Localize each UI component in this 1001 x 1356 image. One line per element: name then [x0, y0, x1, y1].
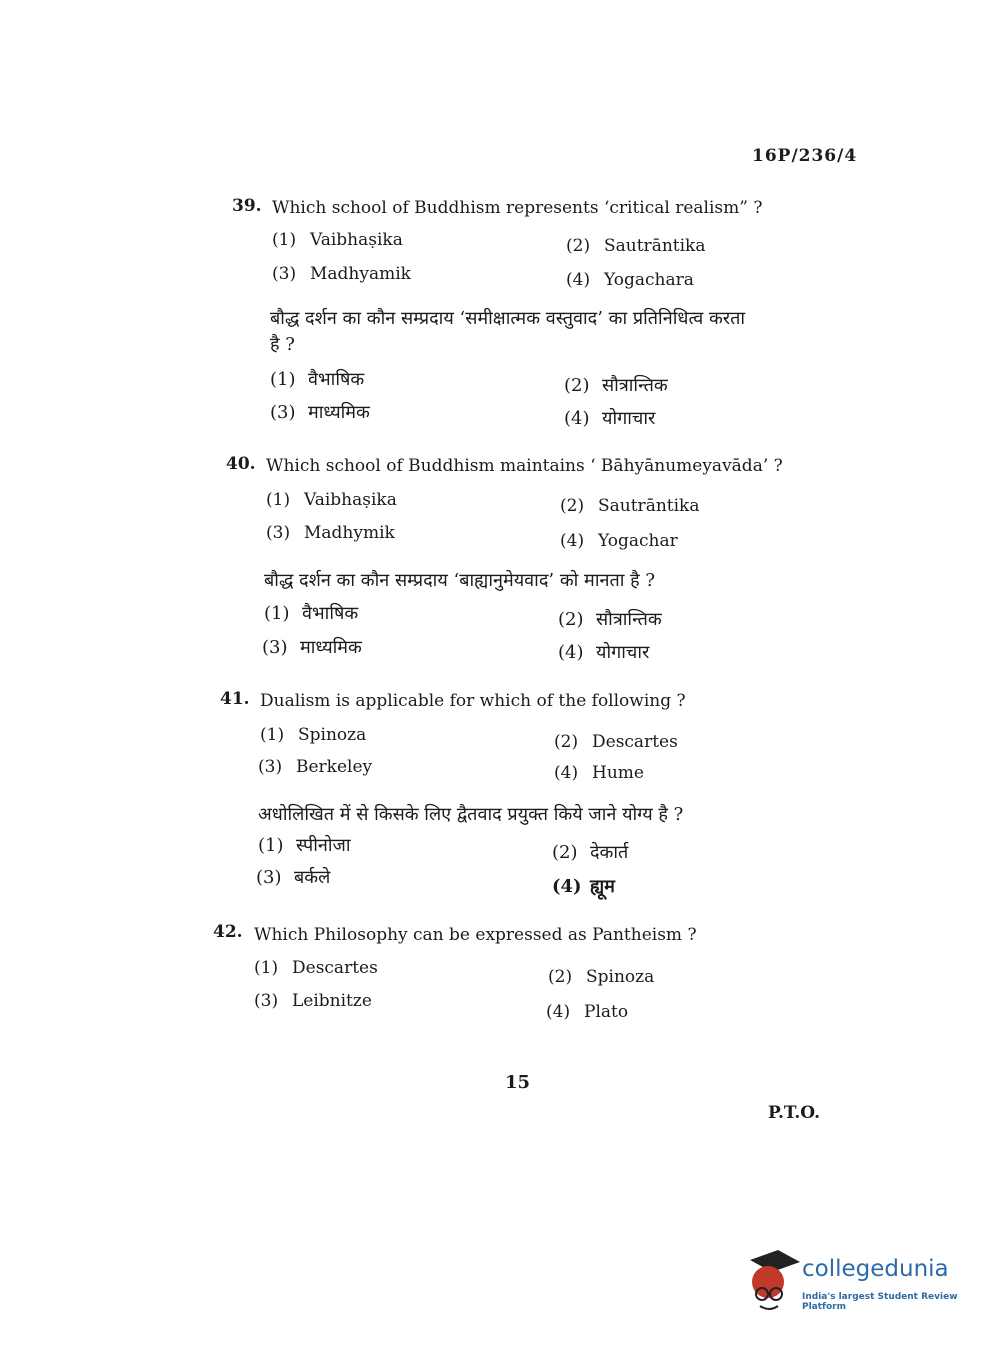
logo-brand: collegedunia [802, 1256, 949, 1282]
option-hi: (2) देकार्त [552, 842, 629, 863]
question-text-hi: अधोलिखित में से किसके लिए द्वैतवाद प्रयुक्त किये जाने योग्य है ? [258, 804, 684, 825]
option-en: (4) Yogachara [566, 270, 694, 290]
question-number: 42. [213, 922, 243, 942]
option-hi: (3) माध्यमिक [262, 637, 362, 658]
question-text-en: Which school of Buddhism maintains ‘ Bāhyānumeyavāda’ ? [266, 456, 783, 476]
option-en: (3) Berkeley [258, 757, 373, 777]
mascot-icon [742, 1250, 800, 1314]
question-text-en: Which school of Buddhism represents ‘critical realism” ? [272, 198, 763, 218]
option-en: (2) Spinoza [548, 967, 655, 987]
option-hi: (3) माध्यमिक [270, 402, 370, 423]
option-hi: (1) वैभाषिक [264, 603, 359, 624]
pto-note: P.T.O. [768, 1103, 820, 1123]
collegedunia-logo [742, 1250, 972, 1314]
option-hi: (1) स्पीनोजा [258, 835, 351, 856]
question-text-hi-continued: है ? [270, 334, 295, 355]
option-en: (3) Madhyamik [272, 264, 411, 284]
option-hi: (4) योगाचार [558, 642, 650, 663]
option-hi: (4) योगाचार [564, 408, 656, 429]
option-hi: (4) ह्यूम [552, 876, 615, 897]
question-text-hi: बौद्ध दर्शन का कौन सम्प्रदाय ‘बाह्यानुमेयवाद’ को मानता है ? [264, 570, 656, 591]
logo-tagline: India's largest Student Review Platform [802, 1292, 958, 1312]
question-number: 39. [232, 196, 262, 216]
question-number: 41. [220, 689, 250, 709]
option-hi: (2) सौत्रान्तिक [558, 609, 662, 630]
option-en: (2) Sautrāntika [560, 496, 700, 516]
option-en: (4) Plato [546, 1002, 629, 1022]
page-number: 15 [505, 1072, 531, 1093]
question-text-en: Dualism is applicable for which of the following ? [260, 691, 686, 711]
option-en: (1) Vaibhaṣika [272, 230, 403, 250]
option-hi: (1) वैभाषिक [270, 369, 365, 390]
question-text-hi: बौद्ध दर्शन का कौन सम्प्रदाय ‘समीक्षात्मक वस्तुवाद’ का प्रतिनिधित्व करता [270, 308, 746, 329]
paper-code: 16P/236/4 [752, 146, 858, 166]
option-en: (3) Leibnitze [254, 991, 372, 1011]
option-en: (4) Hume [554, 763, 644, 783]
option-en: (1) Descartes [254, 958, 378, 978]
option-en: (1) Spinoza [260, 725, 367, 745]
option-en: (2) Sautrāntika [566, 236, 706, 256]
question-number: 40. [226, 454, 256, 474]
option-en: (1) Vaibhaṣika [266, 490, 397, 510]
question-text-en: Which Philosophy can be expressed as Pantheism ? [254, 925, 697, 945]
option-en: (4) Yogachar [560, 531, 678, 551]
option-en: (2) Descartes [554, 732, 678, 752]
option-hi: (2) सौत्रान्तिक [564, 375, 668, 396]
option-en: (3) Madhymik [266, 523, 395, 543]
option-hi: (3) बर्कले [256, 867, 331, 888]
